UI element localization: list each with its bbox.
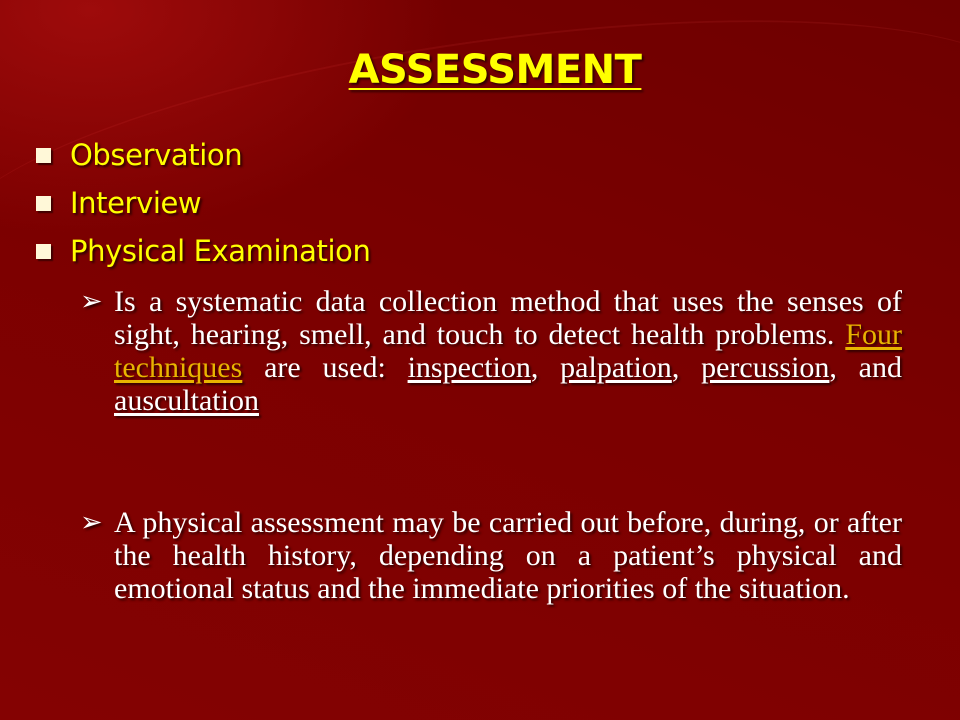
bullet-interview [32, 182, 912, 230]
square-bullet-icon [36, 148, 51, 163]
sub-point-definition [80, 285, 902, 417]
arrow-bullet-icon: ➢ [80, 507, 103, 538]
term-inspection: inspection [407, 351, 531, 384]
bullet-label: Interview [70, 186, 202, 220]
arrow-bullet-icon: ➢ [80, 286, 103, 317]
square-bullet-icon [36, 244, 51, 259]
term-percussion: percussion [701, 351, 830, 384]
four-techniques-link[interactable]: Four techniques [114, 318, 902, 384]
timing-text: A physical assessment may be carried out before, during, or after the health history, depending on a patient’s physical and emotional status and the immediate priorities of the situation. [114, 506, 902, 605]
separator: , [530, 351, 561, 384]
sub-point-paragraph [80, 506, 902, 605]
bullet-list [32, 134, 912, 278]
definition-text: Is a systematic data collection method that uses the senses of sight, hearing, smell, and touch to detect health problems. [114, 285, 902, 351]
square-bullet-icon [36, 196, 51, 211]
separator: , and [829, 351, 902, 384]
term-auscultation: auscultation [114, 384, 259, 417]
sub-point-paragraph [80, 285, 902, 417]
sub-point-timing [80, 506, 902, 605]
bullet-physical-examination [32, 230, 912, 278]
connector-text: are used: [242, 351, 408, 384]
bullet-label: Physical Examination [70, 234, 371, 268]
bullet-label: Observation [70, 138, 243, 172]
separator: , [671, 351, 702, 384]
slide-title: ASSESSMENT [348, 47, 642, 93]
term-palpation: palpation [560, 351, 672, 384]
bullet-observation [32, 134, 912, 182]
